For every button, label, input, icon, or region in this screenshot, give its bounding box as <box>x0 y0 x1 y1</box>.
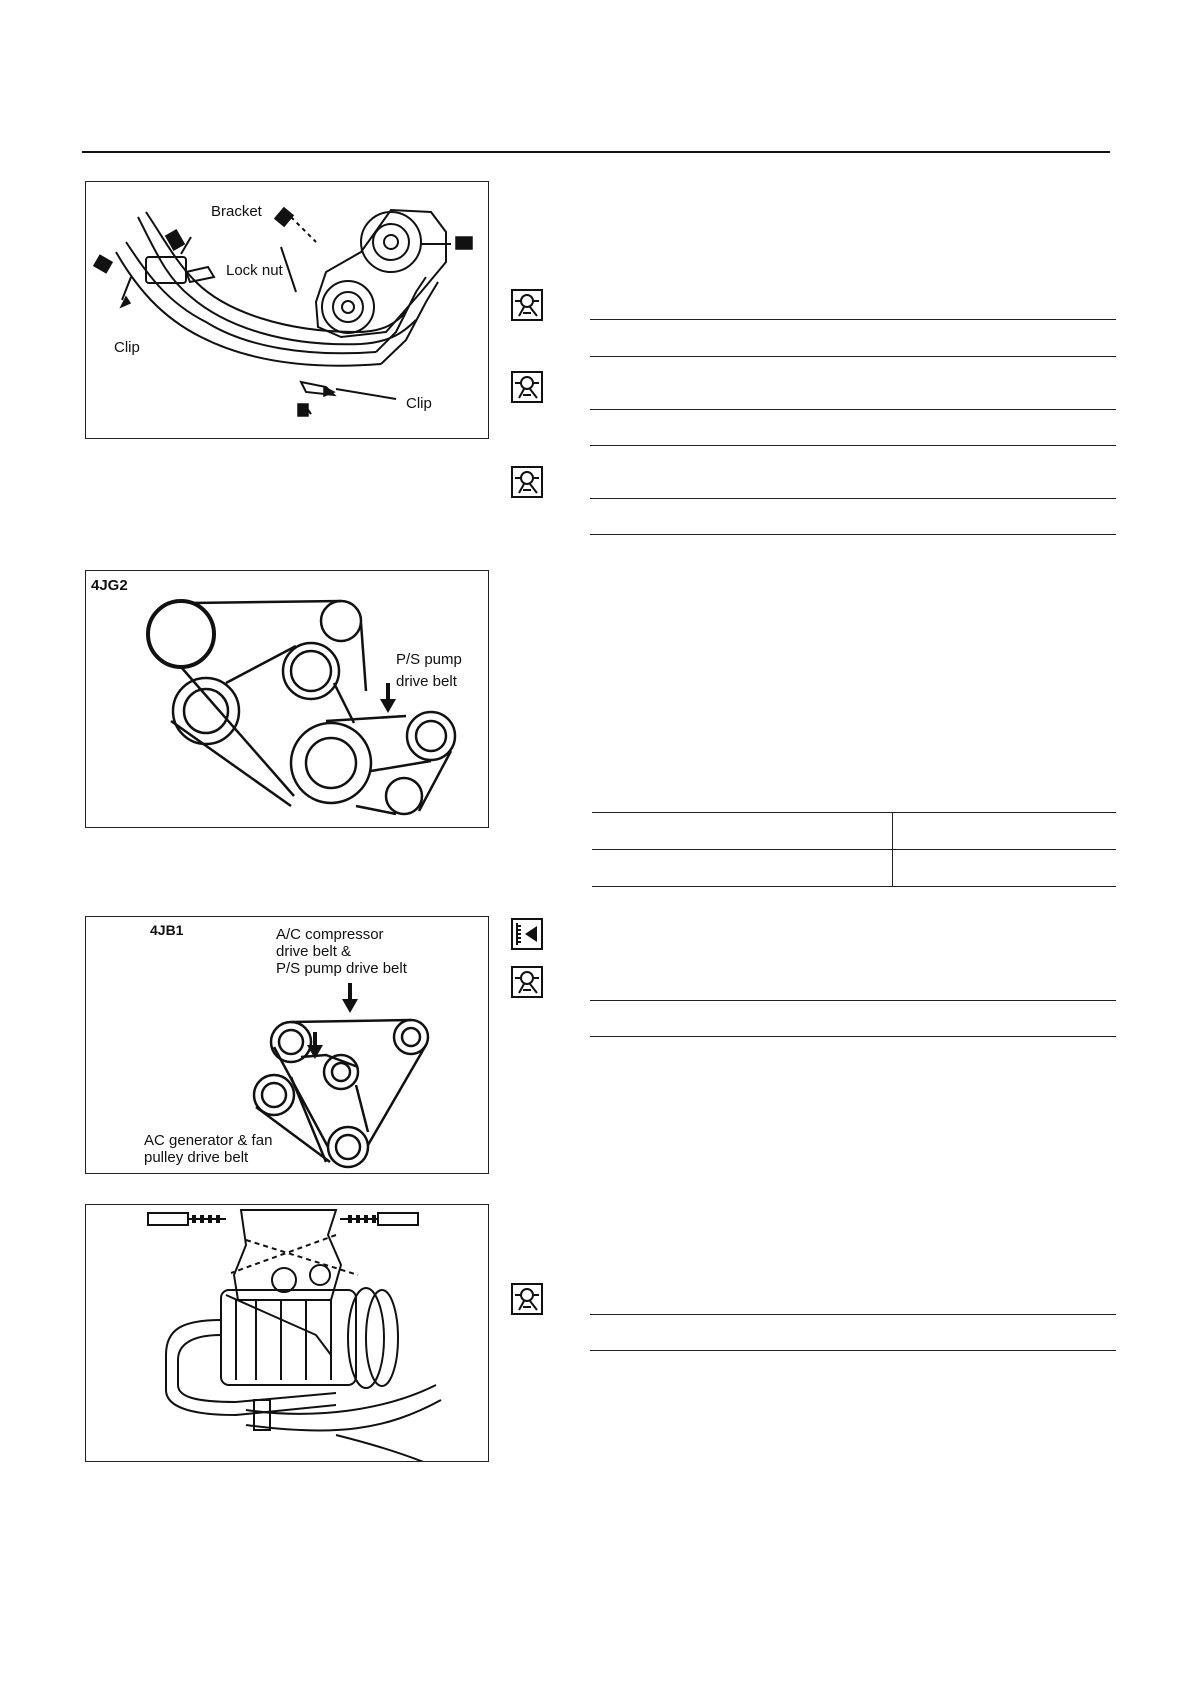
table-cell <box>893 850 1117 887</box>
label-generator-belt-line1: AC generator & fan <box>144 1132 273 1149</box>
header-rule <box>82 151 1110 153</box>
torque-wrench-icon <box>511 289 543 321</box>
figure-4jb1-belt-layout <box>85 916 489 1174</box>
label-generator-belt-line2: pulley drive belt <box>144 1149 249 1166</box>
measure-gauge-icon <box>511 918 543 950</box>
label-clip-left: Clip <box>114 339 140 356</box>
label-ac-belt-line3: P/S pump drive belt <box>276 960 407 977</box>
spec-rule-5a <box>590 1314 1116 1315</box>
figure-4jg2-belt-layout <box>85 570 489 828</box>
compressor-mount-drawing <box>86 1205 489 1462</box>
label-lock-nut: Lock nut <box>226 262 283 279</box>
label-bracket: Bracket <box>211 203 262 220</box>
table-cell <box>893 813 1117 850</box>
spec-rule-4b <box>590 1036 1116 1037</box>
torque-wrench-icon <box>511 966 543 998</box>
torque-wrench-icon <box>511 466 543 498</box>
figure-compressor-mount <box>85 1204 489 1462</box>
spec-rule-2b <box>590 445 1116 446</box>
label-ps-belt-line2: drive belt <box>396 673 457 690</box>
torque-wrench-icon <box>511 1283 543 1315</box>
spec-rule-4a <box>590 1000 1116 1001</box>
belt-layout-4jg2-drawing <box>86 571 489 828</box>
label-ps-belt-line1: P/S pump <box>396 651 462 668</box>
spec-rule-2a <box>590 409 1116 410</box>
label-engine-4jb1: 4JB1 <box>150 922 184 938</box>
table-row <box>592 850 1116 887</box>
torque-wrench-icon <box>511 371 543 403</box>
table-cell <box>592 850 893 887</box>
label-engine-4jg2: 4JG2 <box>91 577 128 594</box>
spec-rule-3b <box>590 534 1116 535</box>
spec-rule-5b <box>590 1350 1116 1351</box>
label-ac-belt-line1: A/C compressor <box>276 926 384 943</box>
label-clip-right: Clip <box>406 395 432 412</box>
belt-spec-table <box>592 812 1116 887</box>
table-row <box>592 813 1116 850</box>
spec-rule-1a <box>590 319 1116 320</box>
table-cell <box>592 813 893 850</box>
spec-rule-3a <box>590 498 1116 499</box>
spec-rule-1b <box>590 356 1116 357</box>
figure-compressor-hoses <box>85 181 489 439</box>
label-ac-belt-line2: drive belt & <box>276 943 352 960</box>
